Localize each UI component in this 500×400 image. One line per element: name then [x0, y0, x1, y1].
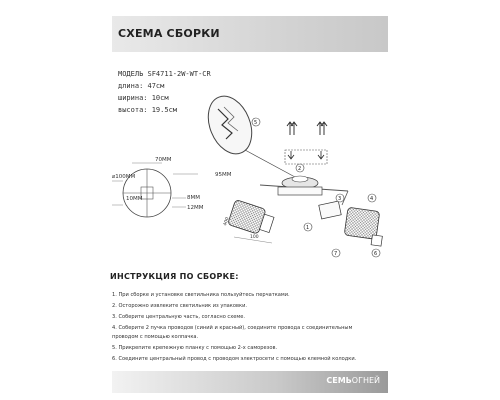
- dim-10mm: 10ММ: [126, 196, 143, 202]
- canopy-view: [200, 95, 295, 177]
- step-4-cont: проводом с помощью колпачка.: [112, 334, 199, 340]
- mounting-plate-view: [112, 157, 232, 217]
- dim-100-label: 100: [250, 235, 259, 240]
- mounting-steps: [285, 122, 327, 164]
- marker-2: 2: [298, 166, 302, 172]
- marker-7: 7: [334, 251, 338, 257]
- step-6: 6. Соедините центральный провод с проводом электросети с помощью клемной колодки.: [112, 356, 357, 362]
- step-3: 3. Соберите центральную часть, согласно схеме.: [112, 314, 245, 320]
- brand-bold: СЕМЬ: [326, 376, 352, 385]
- footer-banner: [112, 371, 388, 393]
- brand-light: ОГНЕЙ: [351, 376, 380, 385]
- dim-12mm: 12ММ: [187, 205, 204, 211]
- instructions-title: ИНСТРУКЦИЯ ПО СБОРКЕ:: [110, 272, 239, 281]
- dim-8mm: 8ММ: [187, 195, 200, 201]
- brand-logo: [326, 376, 380, 385]
- spec-model: МОДЕЛЬ SF4711-2W-WT-CR: [118, 70, 211, 78]
- step-2: 2. Осторожно извлеките светильник из упаковки.: [112, 303, 248, 309]
- page-title: СХЕМА СБОРКИ: [118, 27, 220, 40]
- instruction-steps: [112, 290, 356, 365]
- marker-1: 1: [306, 225, 310, 231]
- marker-6: 6: [374, 251, 378, 257]
- step-5: 5. Прикрепите крепежную планку с помощью 2-х саморезов.: [112, 345, 278, 351]
- spec-height: высота: 19.5см: [118, 106, 178, 114]
- dim-70mm: 70ММ: [155, 157, 172, 163]
- marker-3: 3: [338, 196, 342, 202]
- spec-width: ширина: 10см: [118, 94, 169, 102]
- dim-95mm: 95ММ: [215, 172, 232, 178]
- spec-length: длина: 47см: [118, 82, 165, 90]
- step-1: 1. При сборке и установке светильника пользуйтесь перчатками.: [112, 292, 290, 298]
- header-banner: [112, 16, 388, 52]
- fixture-assembly: [222, 176, 386, 246]
- marker-5: 5: [254, 120, 258, 126]
- step-4: 4. Соберите 2 пучка проводов (синий и красный), соедините провода с соединительным: [112, 325, 353, 331]
- assembly-diagram: [110, 95, 400, 270]
- dim-100mm: ⌀100ММ: [112, 174, 136, 180]
- dim-400-label: 400: [223, 216, 231, 227]
- marker-4: 4: [370, 196, 374, 202]
